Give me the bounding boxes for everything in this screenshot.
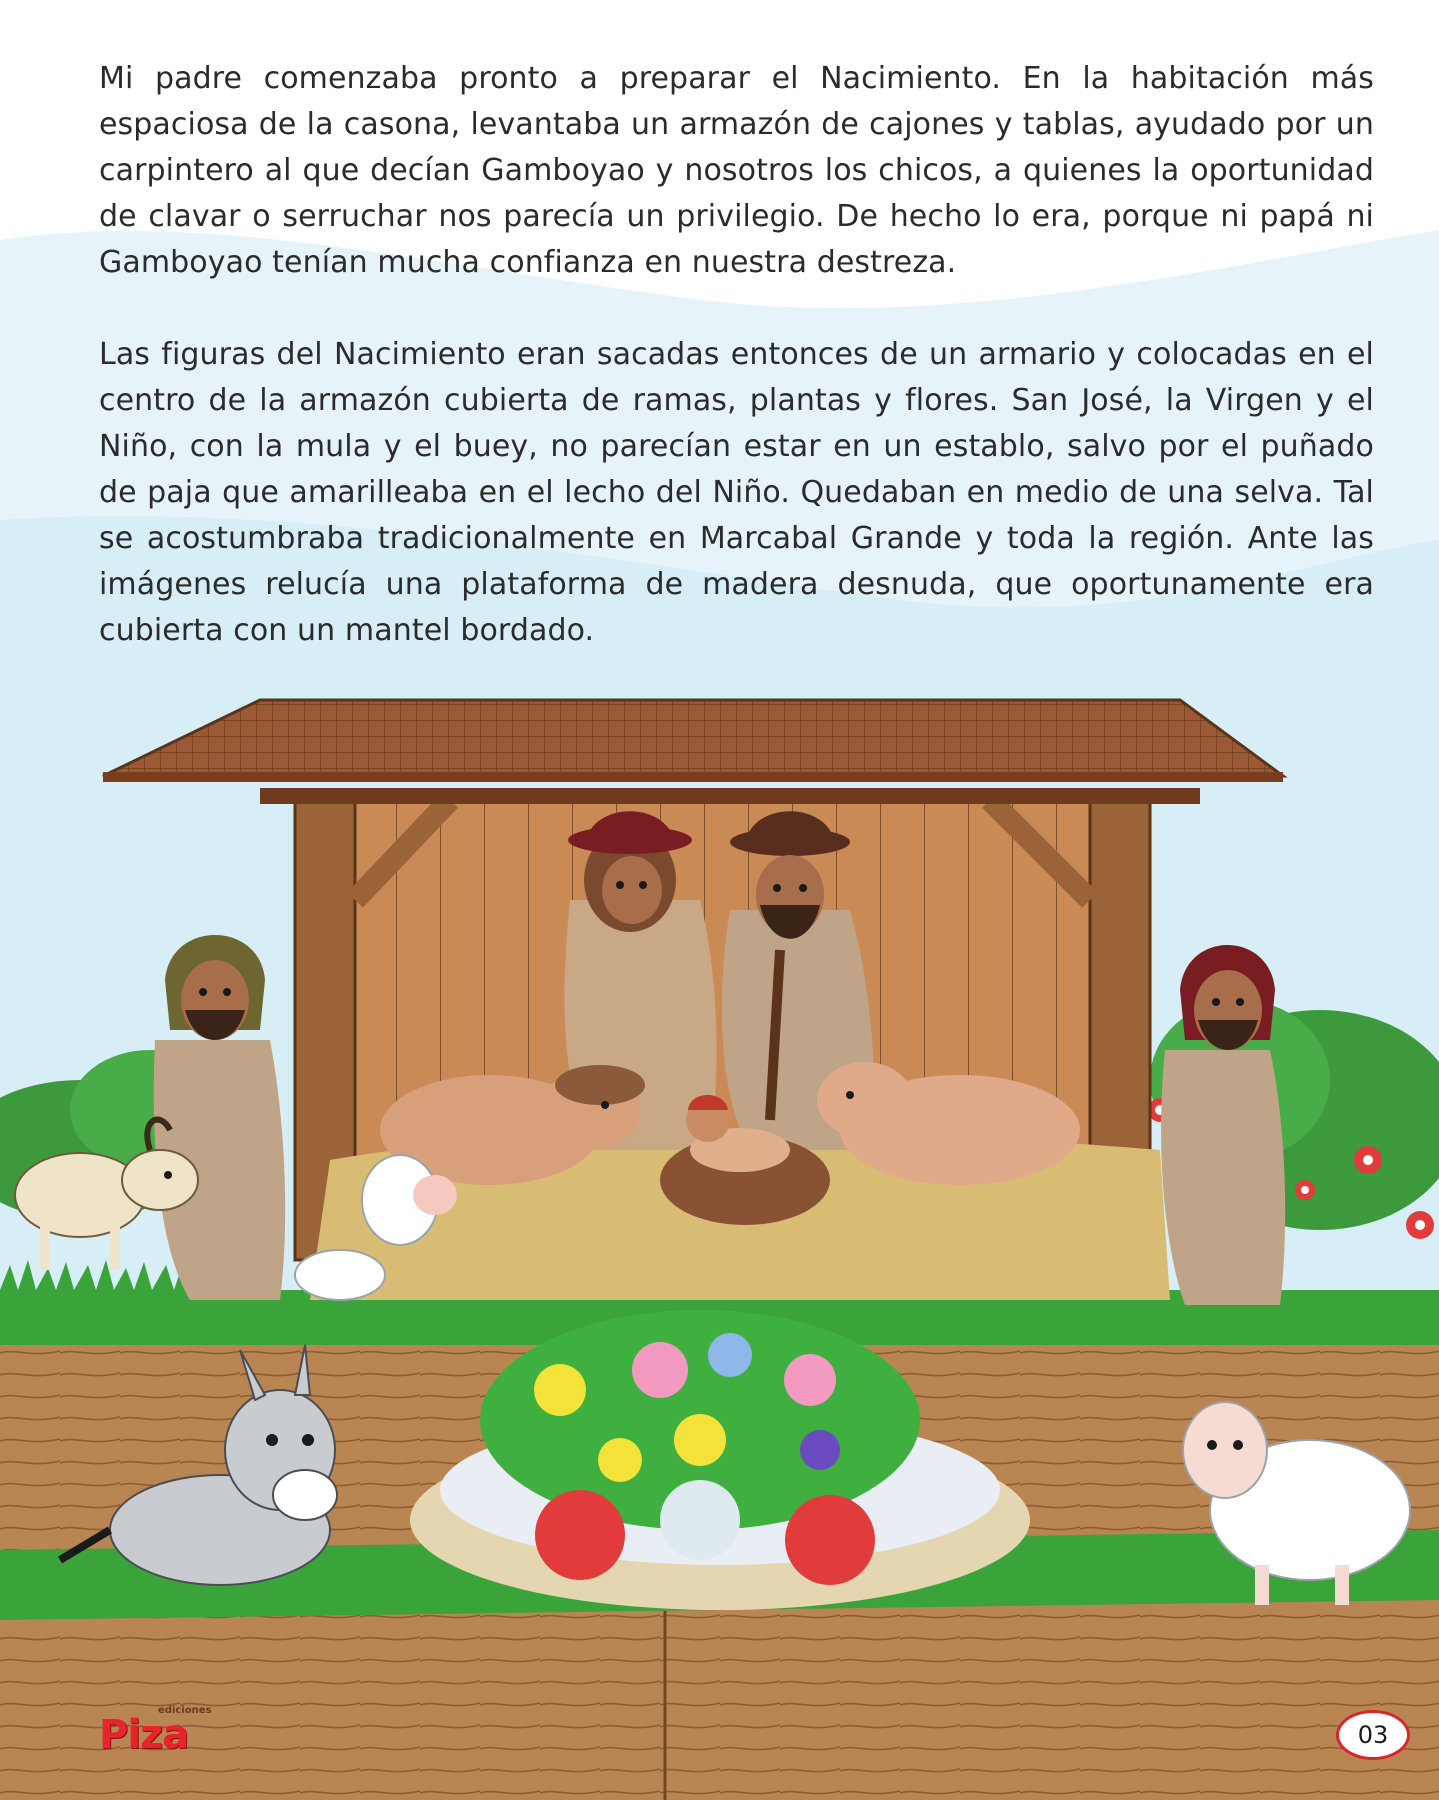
paragraph-1-text: Mi padre comenzaba pronto a preparar el Nacimiento. En la habitación más espaciosa de la casona, levantaba un armazón de cajones y tablas, ayudado por un carpintero al que decían Gamboyao y nosotros los chicos, a quienes la oportunidad de clavar o serruchar nos parecía un privilegio. De hecho lo era, porque ni papá ni Gamboyao tenían mucha confianza en nuestra destreza. bbox=[99, 61, 1374, 280]
page-number-text: 03 bbox=[1357, 1721, 1389, 1749]
stable-roof bbox=[103, 700, 1283, 776]
page-number bbox=[1336, 1710, 1410, 1760]
publisher-logo-subtitle: ediciones bbox=[158, 1705, 212, 1716]
paragraph-2 bbox=[99, 332, 1374, 654]
publisher-logo: Piza bbox=[99, 1712, 189, 1758]
paragraph-1 bbox=[99, 56, 1374, 286]
paragraph-2-text: Las figuras del Nacimiento eran sacadas entonces de un armario y colocadas en el centro de la armazón cubierta de ramas, plantas y flores. San José, la Virgen y el Niño, con la mula y el buey, no parecían estar en un establo, salvo por el puñado de paja que amarilleaba en el lecho del Niño. Quedaban en medio de una selva. Tal se acostumbraba tradicionalmente en Marcabal Grande y toda la región. Ante las imágenes relucía una plataforma de madera desnuda, que oportunamente era cubierta con un mantel bordado. bbox=[99, 337, 1374, 648]
